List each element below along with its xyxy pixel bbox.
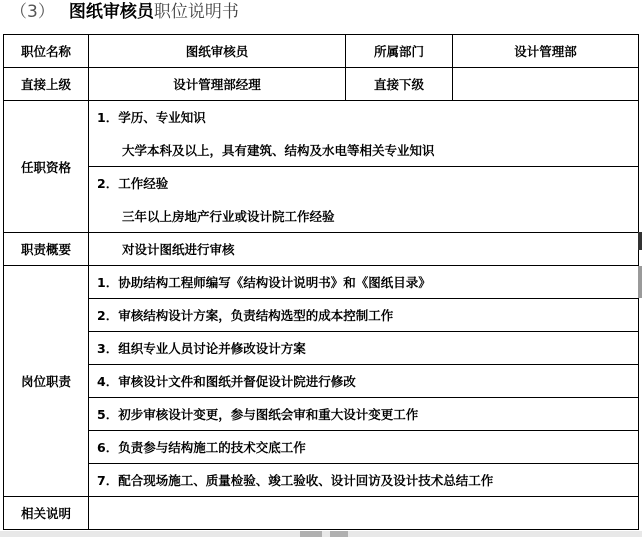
department-label: 所属部门 bbox=[346, 35, 453, 68]
notes-value bbox=[89, 497, 639, 530]
duty-item: 6．负责参与结构施工的技术交底工作 bbox=[89, 431, 639, 464]
summary-value: 对设计图纸进行审核 bbox=[89, 233, 639, 266]
row-position bbox=[4, 35, 639, 68]
summary-label: 职责概要 bbox=[4, 233, 89, 266]
notes-label: 相关说明 bbox=[4, 497, 89, 530]
right-edge-marker bbox=[638, 232, 642, 250]
duties-label: 岗位职责 bbox=[4, 266, 89, 497]
document-title bbox=[10, 0, 239, 26]
row-duty-7 bbox=[4, 464, 639, 497]
subordinate-value bbox=[453, 68, 639, 101]
title-suffix: 职位说明书 bbox=[153, 2, 239, 22]
qualification-line: 2．工作经验 bbox=[89, 167, 639, 200]
subordinate-label: 直接下级 bbox=[346, 68, 453, 101]
position-label: 职位名称 bbox=[4, 35, 89, 68]
position-value: 图纸审核员 bbox=[89, 35, 346, 68]
department-value: 设计管理部 bbox=[453, 35, 639, 68]
scrollbar-thumb[interactable] bbox=[638, 266, 642, 298]
duty-item: 4．审核设计文件和图纸并督促设计院进行修改 bbox=[89, 365, 639, 398]
duty-item: 3．组织专业人员讨论并修改设计方案 bbox=[89, 332, 639, 365]
horizontal-scrollbar[interactable] bbox=[0, 531, 642, 537]
scrollbar-segment bbox=[330, 531, 348, 537]
row-qualification-1 bbox=[4, 101, 639, 134]
section-number: （3） bbox=[10, 2, 55, 22]
row-duty-4 bbox=[4, 365, 639, 398]
row-qualification-3 bbox=[4, 167, 639, 200]
duty-item: 2．审核结构设计方案，负责结构选型的成本控制工作 bbox=[89, 299, 639, 332]
row-notes bbox=[4, 497, 639, 530]
row-qualification-4 bbox=[4, 200, 639, 233]
row-duty-1 bbox=[4, 266, 639, 299]
superior-value: 设计管理部经理 bbox=[89, 68, 346, 101]
row-duty-3 bbox=[4, 332, 639, 365]
row-duty-6 bbox=[4, 431, 639, 464]
job-description-table bbox=[3, 34, 639, 530]
superior-label: 直接上级 bbox=[4, 68, 89, 101]
qualification-line: 1．学历、专业知识 bbox=[89, 101, 639, 134]
duty-item: 1．协助结构工程师编写《结构设计说明书》和《图纸目录》 bbox=[89, 266, 639, 299]
duty-item: 7．配合现场施工、质量检验、竣工验收、设计回访及设计技术总结工作 bbox=[89, 464, 639, 497]
qualification-line: 大学本科及以上，具有建筑、结构及水电等相关专业知识 bbox=[89, 134, 639, 167]
row-qualification-2 bbox=[4, 134, 639, 167]
qualifications-label: 任职资格 bbox=[4, 101, 89, 233]
duty-item: 5．初步审核设计变更，参与图纸会审和重大设计变更工作 bbox=[89, 398, 639, 431]
row-summary bbox=[4, 233, 639, 266]
qualification-line: 三年以上房地产行业或设计院工作经验 bbox=[89, 200, 639, 233]
title-role: 图纸审核员 bbox=[68, 2, 154, 22]
row-duty-2 bbox=[4, 299, 639, 332]
row-duty-5 bbox=[4, 398, 639, 431]
row-superior bbox=[4, 68, 639, 101]
scrollbar-segment bbox=[300, 531, 322, 537]
